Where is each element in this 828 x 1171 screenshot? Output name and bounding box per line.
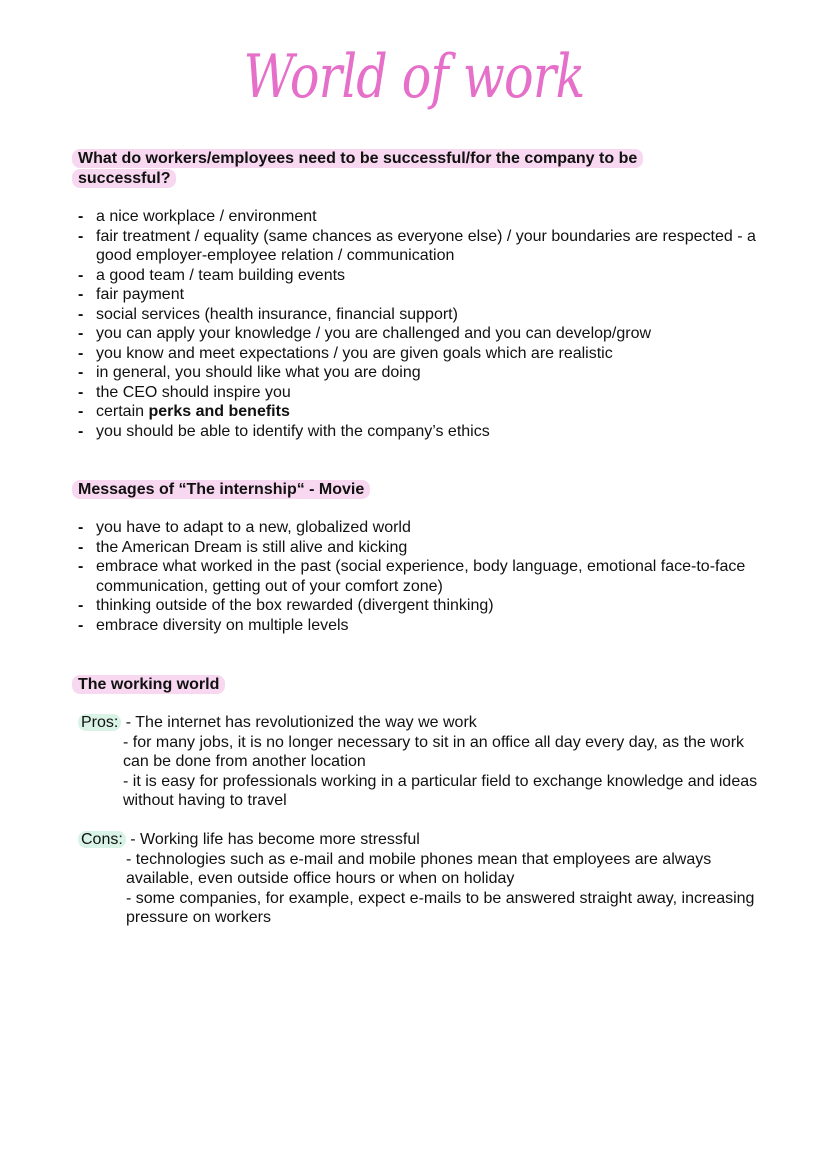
- cons-label: Cons:: [78, 831, 126, 848]
- list-item: - you can apply your knowledge / you are challenged and you can develop/grow: [78, 324, 758, 344]
- heading-text: The working world: [72, 675, 225, 694]
- list-item: - the American Dream is still alive and kicking: [78, 538, 758, 558]
- heading-line-1: What do workers/employees need to be successful/for the company to be: [72, 149, 643, 168]
- pros-line: - for many jobs, it is no longer necessary to sit in an office all day every day, as the work can be done from another location: [123, 733, 745, 770]
- page-title: World of work: [243, 42, 585, 112]
- pros-first-line: [78, 713, 758, 733]
- heading-line-2: successful?: [72, 169, 176, 188]
- list-item-perks: [78, 402, 758, 422]
- list-item: - the CEO should inspire you: [78, 383, 758, 403]
- cons-line: - some companies, for example, expect e-mails to be answered straight away, increasing pressure on workers: [126, 889, 755, 926]
- cons-line: - Working life has become more stressful: [125, 831, 420, 848]
- list-item: - you have to adapt to a new, globalized world: [78, 518, 758, 538]
- list-item: - social services (health insurance, financial support): [78, 305, 758, 325]
- list-item: - you know and meet expectations / you are given goals which are realistic: [78, 344, 758, 364]
- section-heading-working-world: [72, 675, 225, 695]
- pros-label: Pros:: [78, 714, 121, 731]
- perks-prefix: certain: [96, 403, 149, 420]
- cons-first-line: [78, 830, 758, 850]
- list-item: - embrace what worked in the past (social experience, body language, emotional face-to-face communication, getting out of your comfort zone): [78, 557, 758, 596]
- internship-list: [78, 518, 758, 635]
- list-item: - thinking outside of the box rewarded (divergent thinking): [78, 596, 758, 616]
- list-item: - a nice workplace / environment: [78, 207, 758, 227]
- section-heading-success: [72, 149, 643, 189]
- perks-bold: perks and benefits: [148, 403, 290, 420]
- pros-line: - The internet has revolutionized the way we work: [121, 714, 477, 731]
- list-item: - embrace diversity on multiple levels: [78, 616, 758, 636]
- list-item: - you should be able to identify with the company’s ethics: [78, 422, 758, 442]
- cons-line: - technologies such as e-mail and mobile phones mean that employees are always available, even outside office hours or when on holiday: [126, 850, 712, 887]
- list-item: - fair payment: [78, 285, 758, 305]
- heading-text: Messages of “The internship“ - Movie: [72, 480, 370, 499]
- list-item: - in general, you should like what you are doing: [78, 363, 758, 383]
- success-list: [78, 207, 758, 441]
- list-item: - a good team / team building events: [78, 266, 758, 286]
- cons-block: [78, 830, 758, 928]
- pros-line: - it is easy for professionals working in a particular field to exchange knowledge and ideas without having to travel: [123, 772, 758, 809]
- pros-block: [78, 713, 758, 811]
- section-heading-internship: [72, 480, 370, 500]
- list-item: - fair treatment / equality (same chances as everyone else) / your boundaries are respected - a good employer-employee relation / communication: [78, 227, 758, 266]
